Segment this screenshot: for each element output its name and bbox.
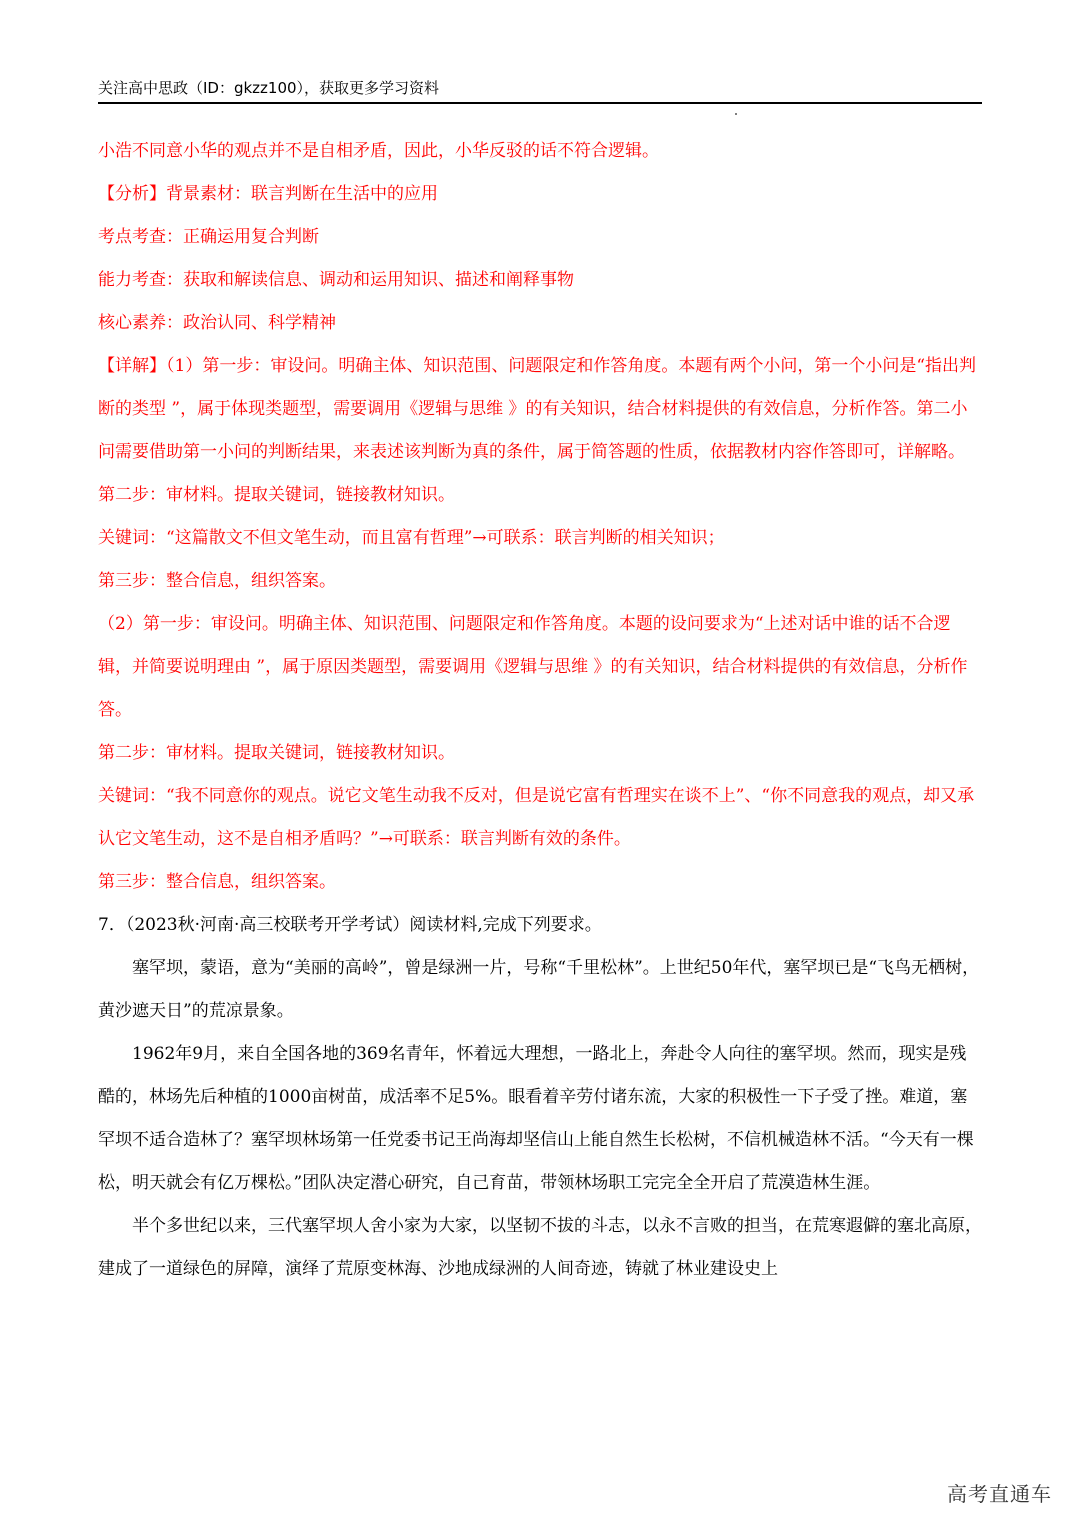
analysis-test-point: 考点考查：正确运用复合判断 — [98, 227, 319, 247]
detail-keyword-a: 关键词：“这篇散文不但文笔生动，而且富有哲理”→可联系：联言判断的相关知识； — [98, 528, 725, 548]
detail-part1: 【详解】（1）第一步：审设问。明确主体、知识范围、问题限定和作答角度。本题有两个小问，第一个小问是“指出判断的类型 ”，属于体现类题型，需要调用《逻辑与思维 》的有关知识，结合材料提供的有效信息，分析作答。第二小问需要借助第一小问的判断结果，来表述该判断为真的条件，属于简答题的性质，依据教材内容作答即可，详解略。 — [98, 356, 977, 462]
analysis-ability: 能力考查：获取和解读信息、调动和运用知识、描述和阐释事物 — [98, 270, 574, 290]
question7-paragraph-3: 半个多世纪以来，三代塞罕坝人舍小家为大家，以坚韧不拔的斗志，以永不言败的担当，在荒寒遐僻的塞北高原，建成了一道绿色的屏障，演绎了荒原变林海、沙地成绿洲的人间奇迹，铸就了林业建设史上 — [98, 1216, 982, 1279]
scan-dot — [735, 113, 737, 115]
analysis-background: 【分析】背景素材：联言判断在生活中的应用 — [98, 184, 438, 204]
analysis-core-literacy: 核心素养：政治认同、科学精神 — [98, 313, 336, 333]
document-body — [98, 130, 982, 1291]
detail-keyword-b: 关键词：“我不同意你的观点。说它文笔生动我不反对，但是说它富有哲理实在谈不上”、“你不同意我的观点，却又承认它文笔生动，这不是自相矛盾吗？”→可联系：联言判断有效的条件。 — [98, 786, 975, 849]
question7-paragraph-1: 塞罕坝，蒙语，意为“美丽的高岭”，曾是绿洲一片，号称“千里松林”。上世纪50年代，塞罕坝已是“飞鸟无栖树，黄沙遮天日”的荒凉景象。 — [98, 958, 980, 1021]
detail-step2-a: 第二步：审材料。提取关键词，链接教材知识。 — [98, 485, 455, 505]
watermark-logo: 高考直通车 — [947, 1482, 1052, 1506]
header-text: 关注高中思政（ID：gkzz100），获取更多学习资料 — [98, 79, 440, 97]
detail-step3-a: 第三步：整合信息，组织答案。 — [98, 571, 336, 591]
question7-paragraph-2: 1962年9月，来自全国各地的369名青年，怀着远大理想，一路北上，奔赴令人向往的塞罕坝。然而，现实是残酷的，林场先后种植的1000亩树苗，成活率不足5%。眼看着辛劳付诸东流，大家的积极性一下子受了挫。难道，塞罕坝不适合造林了？塞罕坝林场第一任党委书记王尚海却坚信山上能自然生长松树，不信机械造林不活。“今天有一棵松，明天就会有亿万棵松。”团队决定潜心研究，自己育苗，带领林场职工完完全全开启了荒漠造林生涯。 — [98, 1044, 974, 1193]
question7-title: 7．（2023秋·河南·高三校联考开学考试）阅读材料,完成下列要求。 — [98, 915, 602, 935]
detail-step3-b: 第三步：整合信息，组织答案。 — [98, 872, 336, 892]
page-header — [98, 76, 982, 104]
answer-conclusion: 小浩不同意小华的观点并不是自相矛盾，因此，小华反驳的话不符合逻辑。 — [98, 141, 659, 161]
detail-step2-b: 第二步：审材料。提取关键词，链接教材知识。 — [98, 743, 455, 763]
detail-part2: （2）第一步：审设问。明确主体、知识范围、问题限定和作答角度。本题的设问要求为“上述对话中谁的话不合逻辑，并简要说明理由 ”，属于原因类题型，需要调用《逻辑与思维 》的有关知识，结合材料提供的有效信息，分析作答。 — [98, 614, 968, 720]
